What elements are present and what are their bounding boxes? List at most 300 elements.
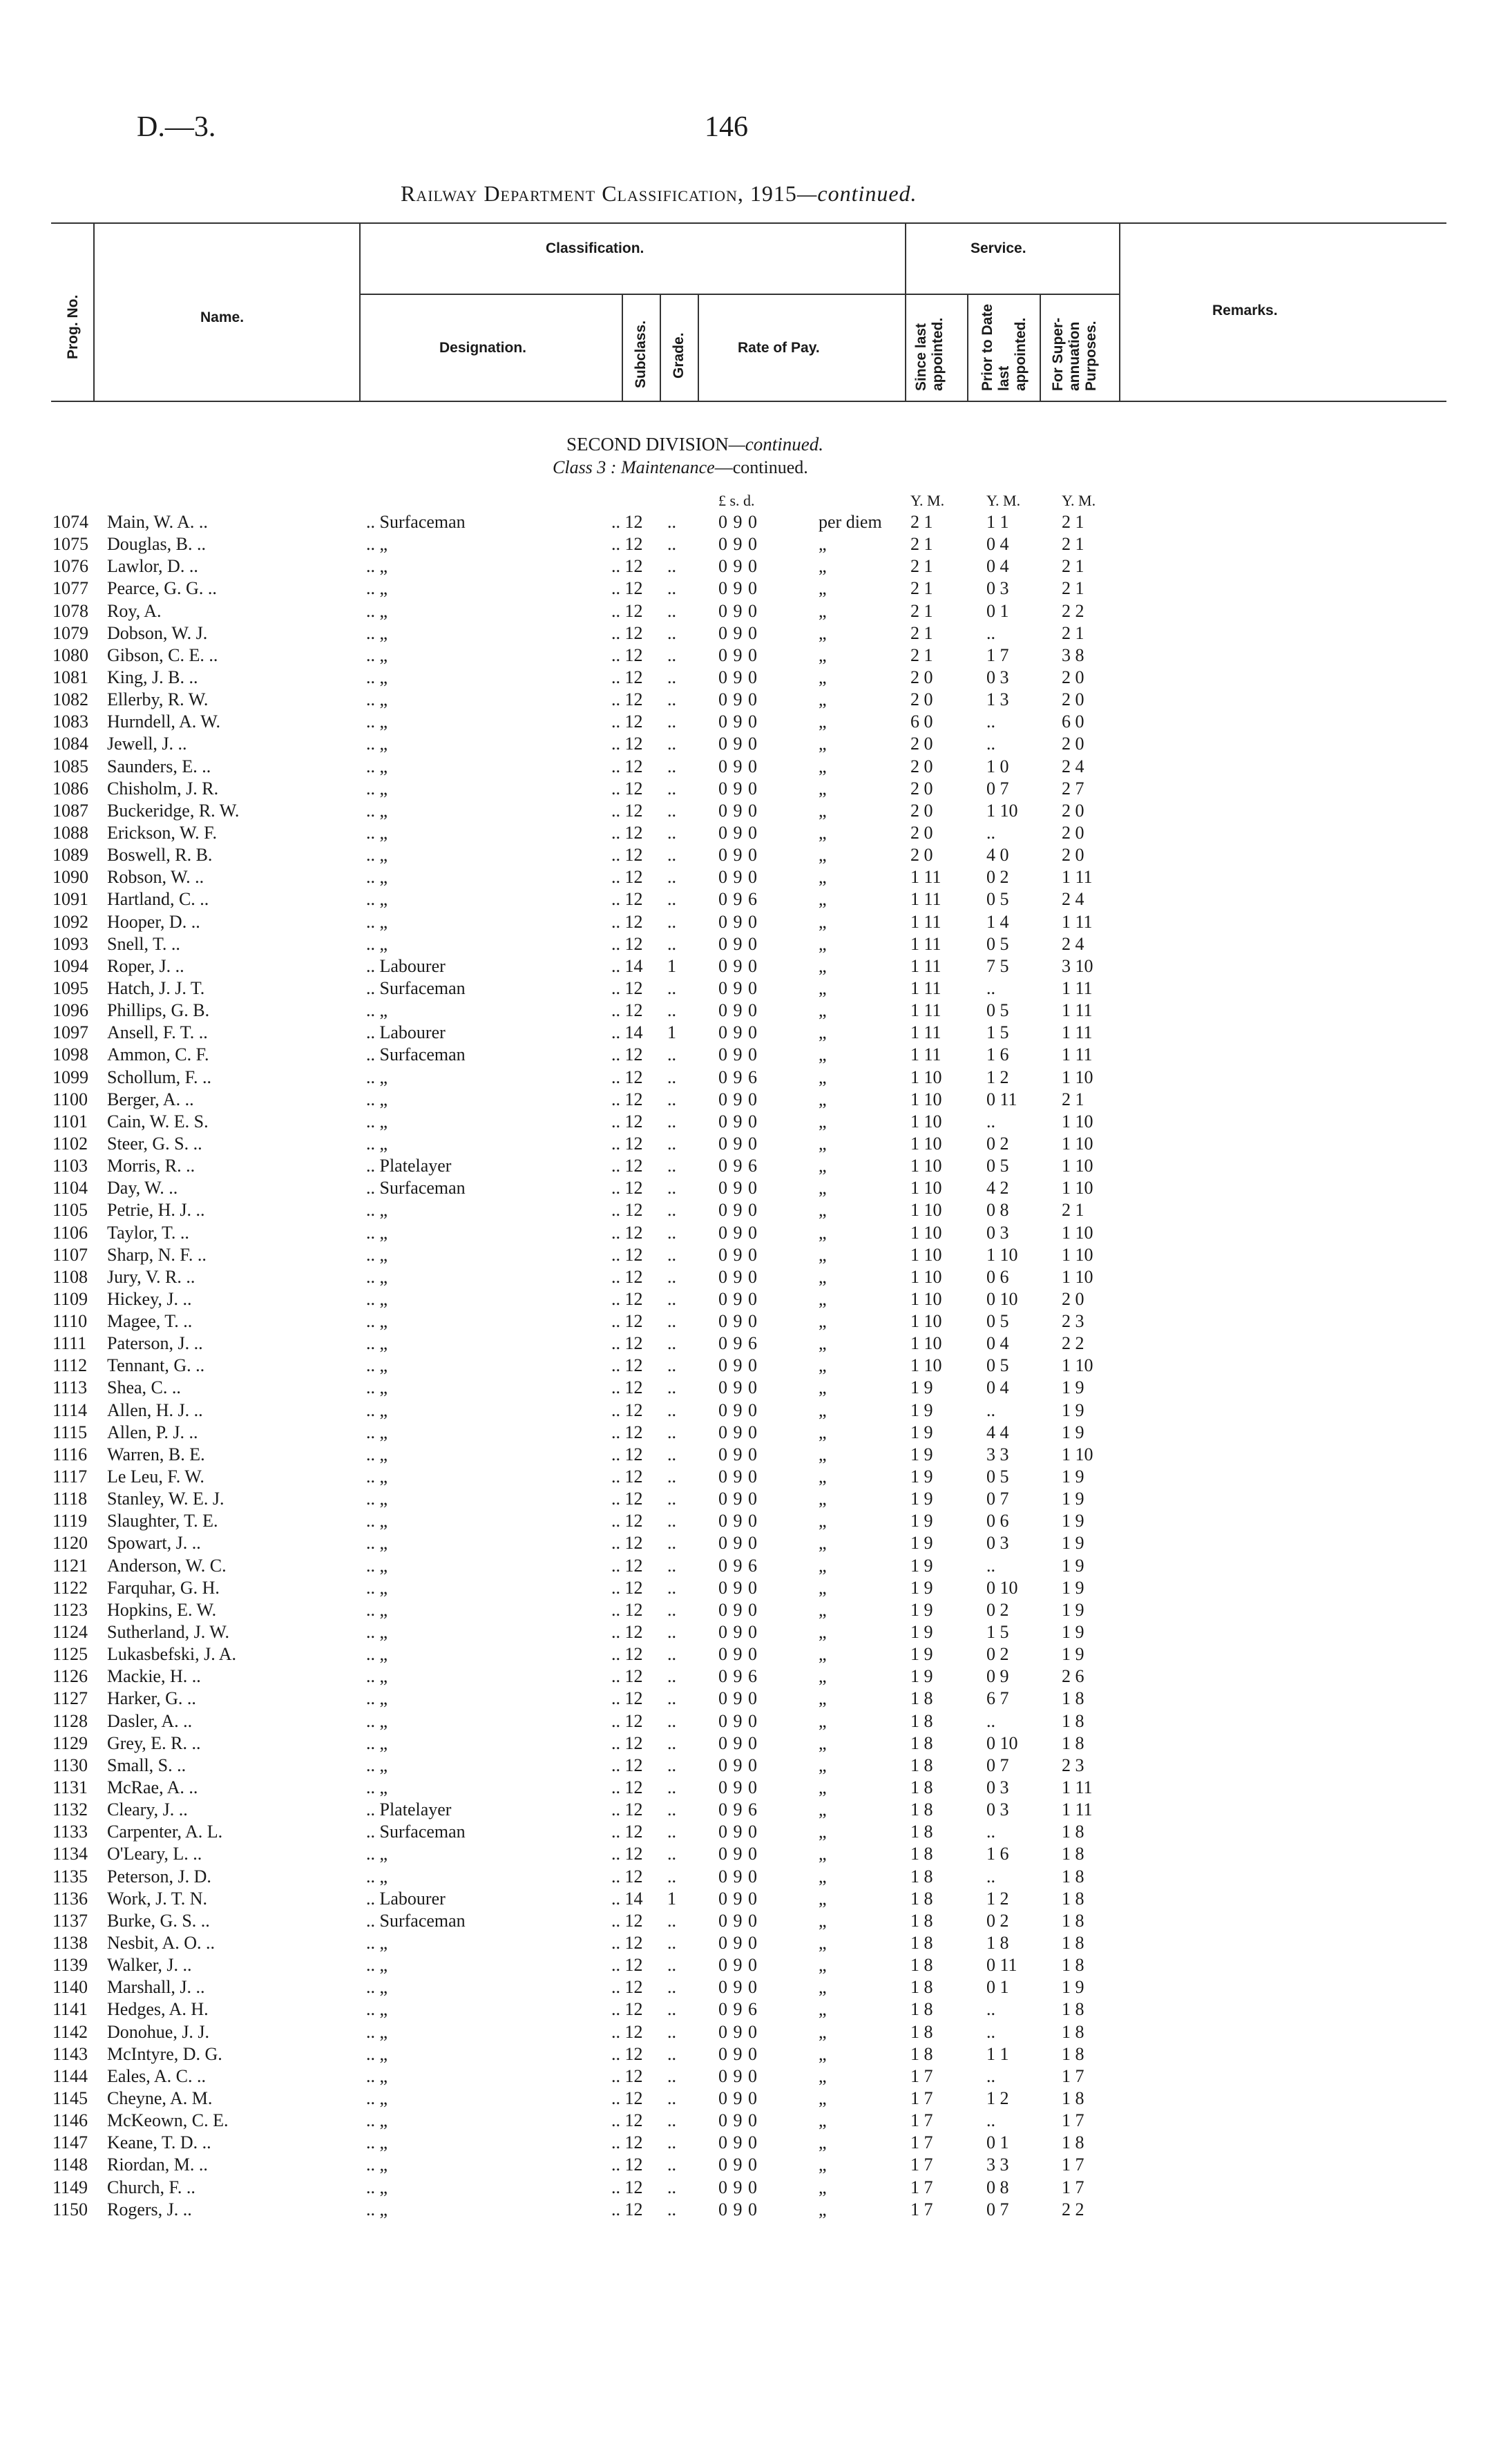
name-cell: Small, S. .. <box>107 1755 187 1775</box>
prog-no-cell: 1137 <box>52 1910 88 1931</box>
prior-to-date-cell: .. <box>986 2110 995 2131</box>
table-row <box>0 2065 1501 2088</box>
table-row <box>0 933 1501 955</box>
designation-cell: .. Surfaceman <box>366 1910 466 1931</box>
name-cell: Peterson, J. D. <box>107 1866 211 1887</box>
name-cell: O'Leary, L. .. <box>107 1844 202 1864</box>
table-row <box>0 1422 1501 1444</box>
prog-no-cell: 1140 <box>52 1977 88 1998</box>
subclass-cell: .. 12 <box>611 800 643 821</box>
name-cell: Ansell, F. T. .. <box>107 1022 208 1043</box>
name-cell: Church, F. .. <box>107 2177 195 2197</box>
grade-cell: .. <box>667 1444 676 1464</box>
since-last-cell: 2 0 <box>910 689 933 710</box>
name-cell: Riordan, M. .. <box>107 2155 208 2175</box>
rate-of-pay-cell: 0 9 0 <box>718 2155 758 2175</box>
table-row <box>0 756 1501 778</box>
rate-unit-cell: „ <box>819 1910 827 1931</box>
prior-to-date-cell: 0 3 <box>986 667 1009 687</box>
superannuation-cell: 1 8 <box>1062 1888 1084 1909</box>
rate-unit-cell: „ <box>819 1311 827 1332</box>
since-last-cell: 1 11 <box>910 867 941 888</box>
designation-cell: .. „ <box>366 2043 388 2064</box>
prior-to-date-cell: 1 7 <box>986 644 1009 665</box>
division-suffix: —continued. <box>728 434 823 455</box>
prog-no-cell: 1118 <box>52 1489 88 1509</box>
grade-cell: .. <box>667 977 676 998</box>
subclass-cell: .. 12 <box>611 1178 643 1198</box>
superannuation-cell: 2 4 <box>1062 756 1084 776</box>
table-row <box>0 533 1501 555</box>
table-row <box>0 1532 1501 1554</box>
prior-to-date-cell: 0 10 <box>986 1732 1018 1753</box>
grade-cell: .. <box>667 2155 676 2175</box>
superannuation-cell: 2 1 <box>1062 1089 1084 1109</box>
rate-of-pay-cell: 0 9 0 <box>718 1511 758 1531</box>
since-last-cell: 1 9 <box>910 1377 933 1398</box>
rate-unit-cell: „ <box>819 955 827 976</box>
superannuation-cell: 1 8 <box>1062 1933 1084 1953</box>
rate-of-pay-cell: 0 9 6 <box>718 889 758 910</box>
prior-to-date-cell: 1 4 <box>986 911 1009 932</box>
grade-cell: 1 <box>667 1888 676 1909</box>
prior-to-date-cell: 0 1 <box>986 1977 1009 1998</box>
header-grade: Grade. <box>671 332 687 379</box>
since-last-cell: 1 10 <box>910 1244 942 1265</box>
grade-cell: .. <box>667 622 676 643</box>
prog-no-cell: 1095 <box>52 977 88 998</box>
since-last-cell: 1 8 <box>910 2043 933 2064</box>
subclass-cell: .. 12 <box>611 822 643 843</box>
grade-cell: .. <box>667 1577 676 1598</box>
table-row <box>0 1288 1501 1310</box>
rate-unit-cell: „ <box>819 2132 827 2153</box>
grade-cell: .. <box>667 1644 676 1665</box>
superannuation-cell: 1 7 <box>1062 2177 1084 2197</box>
designation-cell: .. „ <box>366 1844 388 1864</box>
designation-cell: .. „ <box>366 1933 388 1953</box>
superannuation-cell: 1 9 <box>1062 1377 1084 1398</box>
prog-no-cell: 1120 <box>52 1533 88 1554</box>
since-last-cell: 1 10 <box>910 1355 942 1376</box>
rate-unit-cell: „ <box>819 1622 827 1643</box>
name-cell: Hopkins, E. W. <box>107 1599 217 1620</box>
since-last-cell: 1 9 <box>910 1644 933 1665</box>
col-divider <box>1119 222 1120 401</box>
table-row <box>0 1821 1501 1843</box>
prior-to-date-cell: 0 4 <box>986 556 1009 577</box>
superannuation-cell: 2 0 <box>1062 1288 1084 1309</box>
prior-to-date-cell: 0 2 <box>986 1599 1009 1620</box>
designation-cell: .. „ <box>366 1288 388 1309</box>
since-last-cell: 2 1 <box>910 512 933 532</box>
name-cell: Taylor, T. .. <box>107 1222 189 1243</box>
prog-no-cell: 1136 <box>52 1888 88 1909</box>
subclass-cell: .. 12 <box>611 778 643 799</box>
subclass-cell: .. 12 <box>611 711 643 732</box>
division-name: SECOND DIVISION <box>566 434 729 455</box>
table-row <box>0 600 1501 622</box>
subclass-cell: .. 12 <box>611 1910 643 1931</box>
rate-unit-cell: „ <box>819 1888 827 1909</box>
designation-cell: .. „ <box>366 1111 388 1131</box>
class-label: Class 3 : <box>553 457 617 477</box>
superannuation-cell: 1 10 <box>1062 1133 1093 1154</box>
since-last-cell: 1 9 <box>910 1622 933 1643</box>
col-divider <box>1040 294 1041 401</box>
table-row <box>0 1976 1501 1998</box>
subclass-cell: .. 12 <box>611 1599 643 1620</box>
rate-of-pay-cell: 0 9 0 <box>718 1467 758 1487</box>
superannuation-cell: 1 8 <box>1062 1732 1084 1753</box>
prior-to-date-cell: 0 7 <box>986 778 1009 799</box>
rate-unit-cell: „ <box>819 1266 827 1287</box>
prior-to-date-cell: 1 5 <box>986 1022 1009 1043</box>
since-last-cell: 1 11 <box>910 933 941 954</box>
grade-cell: .. <box>667 1467 676 1487</box>
header-prior-to-date: Prior to Date last appointed. <box>979 303 1029 391</box>
superannuation-cell: 1 9 <box>1062 1533 1084 1554</box>
rate-of-pay-cell: 0 9 0 <box>718 689 758 710</box>
name-cell: Spowart, J. .. <box>107 1533 201 1554</box>
name-cell: Keane, T. D. .. <box>107 2132 211 2153</box>
grade-cell: .. <box>667 1688 676 1709</box>
designation-cell: .. Surfaceman <box>366 512 466 532</box>
table-row <box>0 1577 1501 1599</box>
rate-unit-cell: „ <box>819 1244 827 1265</box>
table-row <box>0 2110 1501 2132</box>
table-row <box>0 778 1501 800</box>
grade-cell: .. <box>667 2021 676 2042</box>
prior-to-date-cell: 0 1 <box>986 2132 1009 2153</box>
rate-of-pay-cell: 0 9 0 <box>718 667 758 687</box>
rate-of-pay-cell: 0 9 0 <box>718 1355 758 1376</box>
grade-cell: .. <box>667 644 676 665</box>
page-title <box>401 181 917 207</box>
rate-unit-cell: „ <box>819 600 827 621</box>
rate-of-pay-cell: 0 9 0 <box>718 711 758 732</box>
rate-unit-cell: „ <box>819 933 827 954</box>
table-row <box>0 1400 1501 1422</box>
superannuation-cell: 2 2 <box>1062 1333 1084 1354</box>
designation-cell: .. „ <box>366 1067 388 1087</box>
name-cell: Ammon, C. F. <box>107 1044 209 1065</box>
name-cell: Eales, A. C. .. <box>107 2065 206 2086</box>
subclass-cell: .. 12 <box>611 1955 643 1976</box>
grade-cell: .. <box>667 800 676 821</box>
table-row <box>0 1910 1501 1932</box>
superannuation-cell: 1 7 <box>1062 2065 1084 2086</box>
name-cell: Le Leu, F. W. <box>107 1467 204 1487</box>
since-last-cell: 2 0 <box>910 756 933 776</box>
rate-of-pay-cell: 0 9 0 <box>718 955 758 976</box>
designation-cell: .. „ <box>366 1866 388 1887</box>
designation-cell: .. Labourer <box>366 955 446 976</box>
subclass-cell: .. 12 <box>611 1755 643 1775</box>
rate-unit-cell: „ <box>819 667 827 687</box>
prior-to-date-cell: 0 2 <box>986 1644 1009 1665</box>
grade-cell: .. <box>667 1288 676 1309</box>
rate-unit-cell: „ <box>819 2155 827 2175</box>
grade-cell: .. <box>667 778 676 799</box>
prior-to-date-cell: 0 2 <box>986 1910 1009 1931</box>
prog-no-cell: 1100 <box>52 1089 88 1109</box>
grade-cell: .. <box>667 1755 676 1775</box>
rate-of-pay-cell: 0 9 0 <box>718 867 758 888</box>
since-last-cell: 1 8 <box>910 1999 933 2020</box>
name-cell: Douglas, B. .. <box>107 534 206 555</box>
name-cell: Tennant, G. .. <box>107 1355 205 1376</box>
prior-to-date-cell: 0 2 <box>986 1133 1009 1154</box>
header-subclass: Subclass. <box>633 320 649 388</box>
since-last-cell: 1 11 <box>910 955 941 976</box>
grade-cell: .. <box>667 911 676 932</box>
prior-to-date-cell: 0 8 <box>986 1200 1009 1221</box>
since-last-cell: 1 9 <box>910 1555 933 1576</box>
since-last-cell: 2 0 <box>910 800 933 821</box>
grade-cell: .. <box>667 1933 676 1953</box>
rate-unit-cell: „ <box>819 1844 827 1864</box>
rate-unit-cell: „ <box>819 1089 827 1109</box>
superannuation-cell: 1 8 <box>1062 1844 1084 1864</box>
superannuation-cell: 2 0 <box>1062 800 1084 821</box>
prior-to-date-cell: 1 8 <box>986 1933 1009 1953</box>
rate-of-pay-cell: 0 9 0 <box>718 2110 758 2131</box>
rate-of-pay-cell: 0 9 0 <box>718 1688 758 1709</box>
units-pay: £ s. d. <box>718 492 755 509</box>
prior-to-date-cell: 1 2 <box>986 1888 1009 1909</box>
table-row <box>0 2177 1501 2199</box>
prog-no-cell: 1074 <box>52 512 88 532</box>
rate-of-pay-cell: 0 9 0 <box>718 1577 758 1598</box>
rate-unit-cell: „ <box>819 644 827 665</box>
table-row <box>0 1998 1501 2021</box>
prior-to-date-cell: 1 2 <box>986 1067 1009 1087</box>
subclass-cell: .. 12 <box>611 1044 643 1065</box>
prog-no-cell: 1092 <box>52 911 88 932</box>
prog-no-cell: 1143 <box>52 2043 88 2064</box>
grade-cell: .. <box>667 1732 676 1753</box>
prior-to-date-cell: 0 8 <box>986 2177 1009 2197</box>
prior-to-date-cell: 0 3 <box>986 1777 1009 1798</box>
prior-to-date-cell: .. <box>986 1822 995 1842</box>
designation-cell: .. „ <box>366 689 388 710</box>
subclass-cell: .. 12 <box>611 933 643 954</box>
prior-to-date-cell: .. <box>986 1400 995 1420</box>
rate-of-pay-cell: 0 9 0 <box>718 1955 758 1976</box>
superannuation-cell: 2 1 <box>1062 622 1084 643</box>
designation-cell: .. „ <box>366 1377 388 1398</box>
designation-cell: .. „ <box>366 1644 388 1665</box>
table-row <box>0 1022 1501 1044</box>
rate-unit-cell: „ <box>819 734 827 754</box>
col-divider <box>622 294 623 401</box>
grade-cell: .. <box>667 689 676 710</box>
since-last-cell: 1 10 <box>910 1333 942 1354</box>
table-row <box>0 888 1501 910</box>
prior-to-date-cell: .. <box>986 2065 995 2086</box>
grade-cell: .. <box>667 756 676 776</box>
prog-no-cell: 1122 <box>52 1577 88 1598</box>
designation-cell: .. „ <box>366 1200 388 1221</box>
name-cell: Jewell, J. .. <box>107 734 187 754</box>
designation-cell: .. „ <box>366 2088 388 2108</box>
name-cell: Magee, T. .. <box>107 1311 193 1332</box>
since-last-cell: 1 9 <box>910 1400 933 1420</box>
prior-to-date-cell: .. <box>986 622 995 643</box>
prog-no-cell: 1104 <box>52 1178 88 1198</box>
subclass-cell: .. 12 <box>611 2021 643 2042</box>
subclass-cell: .. 12 <box>611 1200 643 1221</box>
rate-unit-cell: „ <box>819 778 827 799</box>
superannuation-cell: 2 2 <box>1062 600 1084 621</box>
rate-unit-cell: „ <box>819 1044 827 1065</box>
prog-no-cell: 1130 <box>52 1755 88 1775</box>
grade-cell: .. <box>667 1333 676 1354</box>
units-since: Y. M. <box>910 492 945 509</box>
superannuation-cell: 2 1 <box>1062 512 1084 532</box>
rate-unit-cell: „ <box>819 1533 827 1554</box>
table-row <box>0 1067 1501 1089</box>
prior-to-date-cell: 0 9 <box>986 1666 1009 1687</box>
subclass-cell: .. 12 <box>611 1222 643 1243</box>
since-last-cell: 1 8 <box>910 1866 933 1887</box>
prior-to-date-cell: 6 7 <box>986 1688 1009 1709</box>
since-last-cell: 1 7 <box>910 2088 933 2108</box>
prog-no-cell: 1102 <box>52 1133 88 1154</box>
table-row <box>0 2154 1501 2176</box>
subclass-cell: .. 12 <box>611 578 643 599</box>
since-last-cell: 1 11 <box>910 1000 941 1021</box>
name-cell: Dobson, W. J. <box>107 622 208 643</box>
units-super: Y. M. <box>1062 492 1096 509</box>
superannuation-cell: 1 9 <box>1062 1977 1084 1998</box>
since-last-cell: 1 10 <box>910 1266 942 1287</box>
since-last-cell: 1 8 <box>910 1777 933 1798</box>
name-cell: Main, W. A. .. <box>107 512 208 532</box>
prog-no-cell: 1080 <box>52 644 88 665</box>
rate-of-pay-cell: 0 9 0 <box>718 1777 758 1798</box>
prog-no-cell: 1150 <box>52 2199 88 2219</box>
rate-unit-cell: „ <box>819 2043 827 2064</box>
grade-cell: .. <box>667 1133 676 1154</box>
subclass-cell: .. 12 <box>611 1467 643 1487</box>
grade-cell: .. <box>667 1400 676 1420</box>
grade-cell: .. <box>667 1822 676 1842</box>
since-last-cell: 1 9 <box>910 1467 933 1487</box>
rate-of-pay-cell: 0 9 6 <box>718 1067 758 1087</box>
superannuation-cell: 1 11 <box>1062 1000 1093 1021</box>
rate-of-pay-cell: 0 9 0 <box>718 1000 758 1021</box>
grade-cell: .. <box>667 711 676 732</box>
grade-cell: .. <box>667 1710 676 1731</box>
prog-no-cell: 1147 <box>52 2132 88 2153</box>
table-row <box>0 1133 1501 1155</box>
prog-no-cell: 1076 <box>52 556 88 577</box>
col-divider <box>698 294 699 401</box>
rate-of-pay-cell: 0 9 6 <box>718 1156 758 1176</box>
grade-cell: .. <box>667 1266 676 1287</box>
prior-to-date-cell: 0 10 <box>986 1288 1018 1309</box>
rate-of-pay-cell: 0 9 0 <box>718 1311 758 1332</box>
table-row <box>0 1044 1501 1066</box>
grade-cell: .. <box>667 578 676 599</box>
rate-of-pay-cell: 0 9 0 <box>718 1977 758 1998</box>
subclass-cell: .. 12 <box>611 1489 643 1509</box>
name-cell: McIntyre, D. G. <box>107 2043 222 2064</box>
grade-cell: 1 <box>667 955 676 976</box>
prog-no-cell: 1146 <box>52 2110 88 2131</box>
prior-to-date-cell: 0 5 <box>986 889 1009 910</box>
prior-to-date-cell: 3 3 <box>986 1444 1009 1464</box>
subclass-cell: .. 12 <box>611 1732 643 1753</box>
prior-to-date-cell: 0 3 <box>986 578 1009 599</box>
prior-to-date-cell: 0 6 <box>986 1511 1009 1531</box>
superannuation-cell: 1 9 <box>1062 1622 1084 1643</box>
since-last-cell: 1 7 <box>910 2110 933 2131</box>
since-last-cell: 1 8 <box>910 1933 933 1953</box>
prior-to-date-cell: .. <box>986 1111 995 1131</box>
name-cell: Shea, C. .. <box>107 1377 181 1398</box>
name-cell: Grey, E. R. .. <box>107 1732 201 1753</box>
prior-to-date-cell: 0 5 <box>986 933 1009 954</box>
prior-to-date-cell: 0 1 <box>986 600 1009 621</box>
subclass-cell: .. 12 <box>611 2043 643 2064</box>
rate-of-pay-cell: 0 9 0 <box>718 1222 758 1243</box>
table-row <box>0 822 1501 844</box>
prior-to-date-cell: 0 2 <box>986 867 1009 888</box>
table-row <box>0 2088 1501 2110</box>
since-last-cell: 1 11 <box>910 889 941 910</box>
since-last-cell: 1 9 <box>910 1577 933 1598</box>
since-last-cell: 2 1 <box>910 556 933 577</box>
table-row <box>0 1266 1501 1288</box>
subclass-cell: .. 14 <box>611 1022 643 1043</box>
grade-cell: .. <box>667 1555 676 1576</box>
grade-cell: .. <box>667 734 676 754</box>
prior-to-date-cell: .. <box>986 1999 995 2020</box>
rate-unit-cell: „ <box>819 822 827 843</box>
prog-no-cell: 1099 <box>52 1067 88 1087</box>
since-last-cell: 1 9 <box>910 1599 933 1620</box>
subclass-cell: .. 12 <box>611 1822 643 1842</box>
designation-cell: .. „ <box>366 1688 388 1709</box>
prog-no-cell: 1126 <box>52 1666 88 1687</box>
superannuation-cell: 1 7 <box>1062 2155 1084 2175</box>
rate-unit-cell: „ <box>819 1511 827 1531</box>
since-last-cell: 1 10 <box>910 1200 942 1221</box>
designation-cell: .. „ <box>366 1333 388 1354</box>
name-cell: Burke, G. S. .. <box>107 1910 210 1931</box>
table-row <box>0 1000 1501 1022</box>
superannuation-cell: 1 9 <box>1062 1467 1084 1487</box>
designation-cell: .. „ <box>366 1266 388 1287</box>
name-cell: Anderson, W. C. <box>107 1555 227 1576</box>
since-last-cell: 1 10 <box>910 1222 942 1243</box>
prog-no-cell: 1089 <box>52 845 88 866</box>
subclass-cell: .. 12 <box>611 1977 643 1998</box>
since-last-cell: 1 7 <box>910 2177 933 2197</box>
since-last-cell: 2 1 <box>910 578 933 599</box>
superannuation-cell: 1 11 <box>1062 1777 1093 1798</box>
table-row <box>0 1244 1501 1266</box>
grade-cell: .. <box>667 1156 676 1176</box>
subclass-cell: .. 12 <box>611 622 643 643</box>
since-last-cell: 2 1 <box>910 644 933 665</box>
superannuation-cell: 6 0 <box>1062 711 1084 732</box>
since-last-cell: 1 10 <box>910 1288 942 1309</box>
grade-cell: .. <box>667 600 676 621</box>
